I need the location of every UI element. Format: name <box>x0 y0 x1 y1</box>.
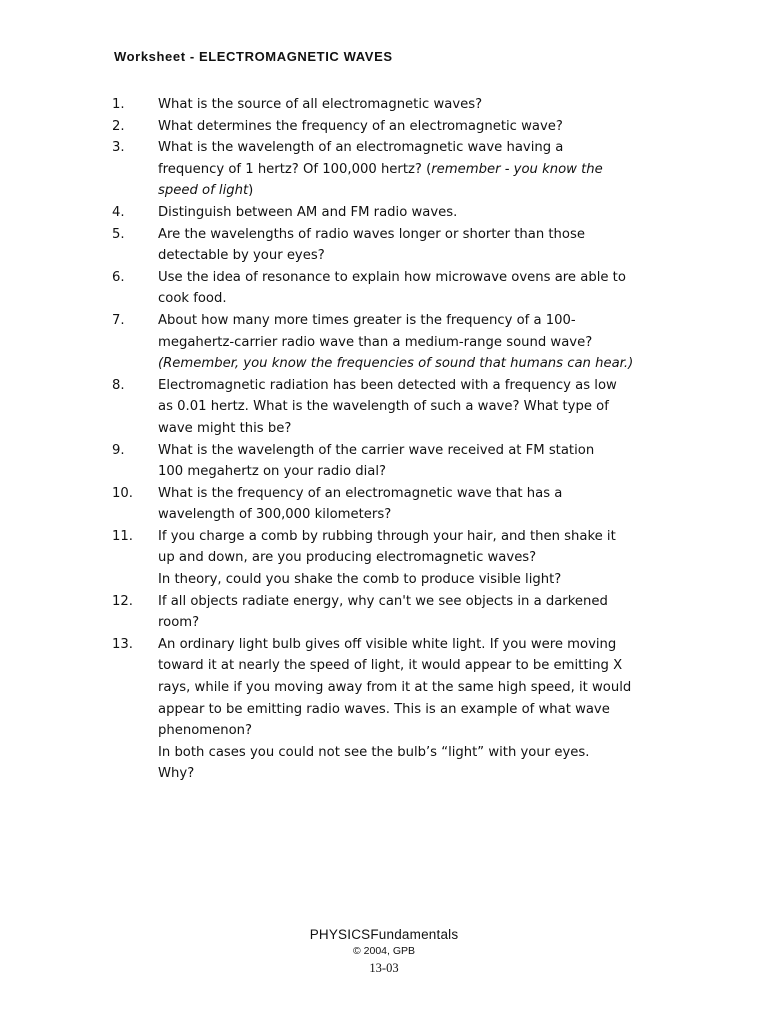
question-text-line: What determines the frequency of an electromagnetic wave? <box>158 118 563 134</box>
question-text-line: wave might this be? <box>158 420 292 436</box>
question-text-line: What is the wavelength of an electromagnetic wave having a <box>158 140 564 156</box>
question-item <box>112 137 672 202</box>
question-list <box>112 94 672 785</box>
question-emphasis: speed of light <box>158 183 249 199</box>
question-text-line: Electromagnetic radiation has been detected with a frequency as low <box>158 377 617 393</box>
question-item <box>112 116 672 138</box>
question-item <box>112 440 672 483</box>
question-text-line: About how many more times greater is the frequency of a 100- <box>158 312 576 328</box>
question-text-line: If you charge a comb by rubbing through your hair, and then shake it <box>158 528 616 544</box>
question-number: 6. <box>112 269 125 285</box>
question-number: 7. <box>112 312 125 328</box>
question-emphasis: remember - you know the <box>431 161 603 177</box>
question-text-line: room? <box>158 615 200 631</box>
question-number: 4. <box>112 204 125 220</box>
footer-title: PHYSICSFundamentals <box>309 927 459 942</box>
question-text-line: In theory, could you shake the comb to produce visible light? <box>158 572 562 588</box>
question-item <box>112 634 672 785</box>
question-number: 10. <box>112 485 133 501</box>
page-number: 13-03 <box>369 961 399 975</box>
question-text-line: What is the frequency of an electromagnetic wave that has a <box>158 485 563 501</box>
question-number: 2. <box>112 118 125 134</box>
question-item <box>112 591 672 634</box>
question-number: 5. <box>112 226 125 242</box>
question-number: 13. <box>112 636 133 652</box>
question-item <box>112 526 672 591</box>
question-text-line: If all objects radiate energy, why can't we see objects in a darkened <box>158 593 608 609</box>
question-item <box>112 224 672 267</box>
question-item <box>112 94 672 116</box>
question-text-line: megahertz-carrier radio wave than a medium-range sound wave? <box>158 334 593 350</box>
worksheet-title: Worksheet - ELECTROMAGNETIC WAVES <box>114 49 393 64</box>
question-text-line <box>158 180 672 202</box>
question-text-line: rays, while if you moving away from it at the same high speed, it would <box>158 680 632 696</box>
question-item <box>112 375 672 440</box>
question-text-line: wavelength of 300,000 kilometers? <box>158 507 392 523</box>
question-text-line: appear to be emitting radio waves. This is an example of what wave <box>158 701 610 717</box>
question-number: 9. <box>112 442 125 458</box>
footer-copyright: © 2004, GPB <box>352 945 416 957</box>
question-emphasis: (Remember, you know the frequencies of sound that humans can hear.) <box>158 356 634 372</box>
question-text-line: What is the wavelength of the carrier wave received at FM station <box>158 442 595 458</box>
question-text-line: An ordinary light bulb gives off visible white light. If you were moving <box>158 636 617 652</box>
question-text-line <box>158 353 672 375</box>
question-text-line: What is the source of all electromagnetic waves? <box>158 97 483 112</box>
question-text-line: detectable by your eyes? <box>158 248 325 264</box>
question-text-after: ) <box>248 183 254 199</box>
question-text-line: Use the idea of resonance to explain how microwave ovens are able to <box>158 269 626 285</box>
question-text-line: up and down, are you producing electromagnetic waves? <box>158 550 537 566</box>
question-text-line: cook food. <box>158 291 227 307</box>
question-item <box>112 202 672 224</box>
question-text-line <box>158 159 672 181</box>
question-number: 3. <box>112 140 125 156</box>
question-text-line: 100 megahertz on your radio dial? <box>158 464 386 480</box>
question-item <box>112 267 672 310</box>
question-item <box>112 483 672 526</box>
question-text-line: Are the wavelengths of radio waves longer or shorter than those <box>158 226 585 242</box>
question-text-line: as 0.01 hertz. What is the wavelength of such a wave? What type of <box>158 399 609 415</box>
question-text-line: Why? <box>158 766 195 782</box>
question-item <box>112 310 672 375</box>
question-number: 1. <box>112 97 125 112</box>
question-text-line: phenomenon? <box>158 723 253 739</box>
question-text-line: toward it at nearly the speed of light, it would appear to be emitting X <box>158 658 623 674</box>
question-text: frequency of 1 hertz? Of 100,000 hertz? ( <box>158 161 432 177</box>
question-text-line: Distinguish between AM and FM radio waves. <box>158 204 458 220</box>
question-number: 11. <box>112 528 133 544</box>
question-number: 12. <box>112 593 133 609</box>
question-text-line: In both cases you could not see the bulb’s “light” with your eyes. <box>158 744 590 760</box>
question-number: 8. <box>112 377 125 393</box>
